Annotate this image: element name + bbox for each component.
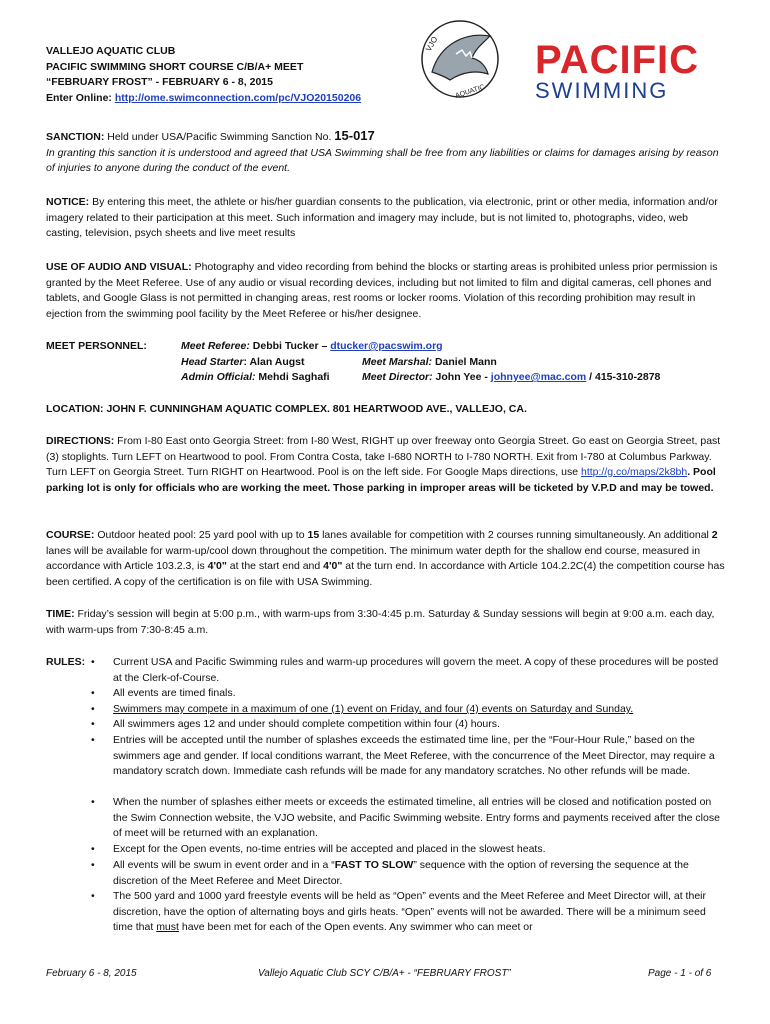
- rule-item: Entries will be accepted until the number of splashes exceeds the estimated time line, per the “Four-Hour Rule,” based on the swimmers age and gender. If local conditions warrant, the Meet Referee, with the concurrence of the Meet Director, may require a mandatory scratch down. Immediate cash refunds will be made for any mandatory scratches. No other refunds will be made.: [113, 734, 715, 777]
- head-starter: Head Starter: Alan Augst: [181, 355, 305, 368]
- personnel-list: [181, 339, 726, 386]
- directions-section: [46, 434, 726, 496]
- meet-director: Meet Director: John Yee - johnyee@mac.com / 415-310-2878: [362, 371, 661, 383]
- rule-item: The 500 yard and 1000 yard freestyle events will be held as “Open” events and the Meet Referee and Meet Director will, at their discretion, have the option of alternating boys and girls heats. “Open” events will not be awarded. There will be a minimum seed time that must have been met for each of the Open events. Any swimmer who can meet or: [113, 890, 706, 933]
- sanction-number: 15-017: [334, 128, 375, 143]
- bullet-icon: •: [91, 656, 95, 668]
- sanction-disclaimer: In granting this sanction it is understood and agreed that USA Swimming shall be free from any liabilities or claims for damages arising by reason of injuries to anyone during the conduct of the event.: [46, 146, 719, 174]
- shark-icon: [432, 35, 490, 80]
- warmup-lanes: 2: [711, 529, 718, 541]
- enter-online: Enter Online: http://ome.swimconnection.com/pc/VJO20150206: [46, 91, 362, 104]
- rule-item: When the number of splashes either meets or exceeds the estimated timeline, all entries will be closed and notification posted on the Swim Connection website, the VJO website, and Pacific Swimming website. Entry forms and payments received after the close of meet will be returned with an explanation.: [113, 796, 720, 839]
- audio-visual-label: USE OF AUDIO AND VISUAL:: [46, 261, 192, 273]
- bullet-icon: •: [91, 703, 95, 715]
- directions-label: DIRECTIONS:: [46, 435, 115, 447]
- pacific-wordmark: PACIFIC: [535, 38, 700, 82]
- location-line: LOCATION: JOHN F. CUNNINGHAM AQUATIC COMPLEX. 801 HEARTWOOD AVE., VALLEJO, CA.: [46, 403, 527, 415]
- referee-email-link[interactable]: dtucker@pacswim.org: [330, 340, 443, 352]
- rule-item: Swimmers may compete in a maximum of one (1) event on Friday, and four (4) events on Saturday and Sunday.: [113, 703, 634, 715]
- rule-item: All swimmers ages 12 and under should complete competition within four (4) hours.: [113, 718, 500, 730]
- meet-title: PACIFIC SWIMMING SHORT COURSE C/B/A+ MEET: [46, 60, 304, 73]
- meet-marshal: Meet Marshal: Daniel Mann: [362, 355, 497, 368]
- meet-dates: “FEBRUARY FROST” - FEBRUARY 6 - 8, 2015: [46, 76, 273, 88]
- pacific-swimming-logo: [535, 40, 725, 102]
- rule-item: Except for the Open events, no-time entries will be accepted and placed in the slowest heats.: [113, 843, 546, 855]
- sanction-label: SANCTION:: [46, 131, 105, 143]
- google-maps-link[interactable]: http://g.co/maps/2k8bh: [580, 466, 688, 478]
- personnel-label: MEET PERSONNEL:: [46, 340, 147, 352]
- parking-warning: . Pool parking lot is only for officials who are working the meet. Those parking in improper areas will be ticketed by V.P.D and may be towed.: [46, 466, 716, 494]
- bullet-icon: •: [91, 890, 95, 902]
- vjo-logo-text-top: VJO: [423, 35, 440, 53]
- swimming-wordmark: SWIMMING: [535, 78, 669, 103]
- rule-item: All events will be swum in event order and in a “FAST TO SLOW” sequence with the option of reversing the sequence at the discretion of the Meet Referee and Meet Director.: [113, 859, 689, 887]
- footer-date: February 6 - 8, 2015: [46, 968, 137, 979]
- footer-meet-name: Vallejo Aquatic Club SCY C/B/A+ - “FEBRUARY FROST”: [258, 968, 511, 979]
- directions-text: From I-80 East onto Georgia Street: from I-80 West, RIGHT up over freeway onto Georgia Street. Go east on Georgia Street, past (3) stoplights. Turn LEFT on Heartwood to pool. From Contra Costa, take I-680 NORTH to I-780 NORTH. Exit from I-780 at Columbus Parkway. Turn LEFT on Georgia Street. Turn RIGHT on Heartwood. Pool is on the left side. For Google Maps directions, use: [46, 435, 721, 478]
- notice-section: [46, 195, 726, 242]
- time-section: [46, 607, 726, 638]
- admin-official: Admin Official: Mehdi Saghafi: [181, 371, 330, 383]
- course-section: COURSE: Outdoor heated pool: 25 yard pool with up to 15 lanes available for competition with 2 courses running simultaneously. An additional 2 lanes will be available for warm-up/cool down throughout the competition. The minimum water depth for the shallow end course, measured in accordance with Article 103.2.3, is 4'0" at the start end and 4'0" at the turn end. In accordance with Article 104.2.2C(4) the competition course has been certified. A copy of the certification is on file with USA Swimming.: [46, 529, 725, 588]
- club-name: VALLEJO AQUATIC CLUB: [46, 45, 176, 57]
- director-email-link[interactable]: johnyee@mac.com: [490, 371, 587, 383]
- bullet-icon: •: [91, 859, 95, 871]
- rules-label: RULES:: [46, 656, 86, 668]
- notice-label: NOTICE:: [46, 196, 90, 208]
- footer-page-number: Page - 1 - of 6: [648, 968, 712, 979]
- audio-visual-section: [46, 260, 726, 322]
- rule-item: All events are timed finals.: [113, 687, 236, 699]
- sanction-section: SANCTION: Held under USA/Pacific Swimming Sanction No. 15-017 In granting this sanction it is understood and agreed that USA Swimming shall be free from any liabilities or claims for damages arising by reason of injuries to anyone during the conduct of the event.: [46, 128, 726, 177]
- vjo-aquatic-logo: [410, 14, 510, 104]
- start-end-depth: 4'0": [207, 560, 227, 572]
- bullet-icon: •: [91, 796, 95, 808]
- meet-header: [46, 44, 361, 106]
- bullet-icon: •: [91, 843, 95, 855]
- audio-visual-text: Photography and video recording from behind the blocks or starting areas is prohibited unless prior permission is granted by the Meet Referee. Use of any audio or visual recording devices, including but not limited to film and digital cameras, cell phones and tablets, and Google Glass is not permitted in changing areas, rest rooms or locker rooms. Violation of this recording prohibition may result in ejection from the swimming pool facility by the Meet Referee or his/her designee.: [46, 261, 718, 320]
- course-label: COURSE:: [46, 529, 95, 541]
- turn-end-depth: 4'0": [323, 560, 343, 572]
- time-label: TIME:: [46, 608, 75, 620]
- bullet-icon: •: [91, 718, 95, 730]
- rule-item: Current USA and Pacific Swimming rules and warm-up procedures will govern the meet. A copy of these procedures will be posted at the Clerk-of-Course.: [113, 656, 719, 684]
- bullet-icon: •: [91, 734, 95, 746]
- vjo-logo-text-bottom: AQUATIC: [454, 83, 486, 100]
- meet-referee: Meet Referee: Debbi Tucker – dtucker@pacswim.org: [181, 340, 443, 352]
- notice-text: By entering this meet, the athlete or his/her guardian consents to the publication, via electronic, print or other media, information and/or imagery related to their participation at this meet. Such information and imagery may include, but is not limited to, photographs, video, web casting, television, psych sheets and live meet results: [46, 196, 718, 239]
- bullet-icon: •: [91, 687, 95, 699]
- time-text: Friday’s session will begin at 5:00 p.m., with warm-ups from 3:30-4:45 p.m. Saturday & Sunday sessions will begin at 9:00 a.m. each day, with warm-ups from 7:30-8:45 a.m.: [46, 608, 715, 636]
- enter-online-link[interactable]: http://ome.swimconnection.com/pc/VJO20150206: [114, 91, 362, 104]
- competition-lanes: 15: [307, 529, 320, 541]
